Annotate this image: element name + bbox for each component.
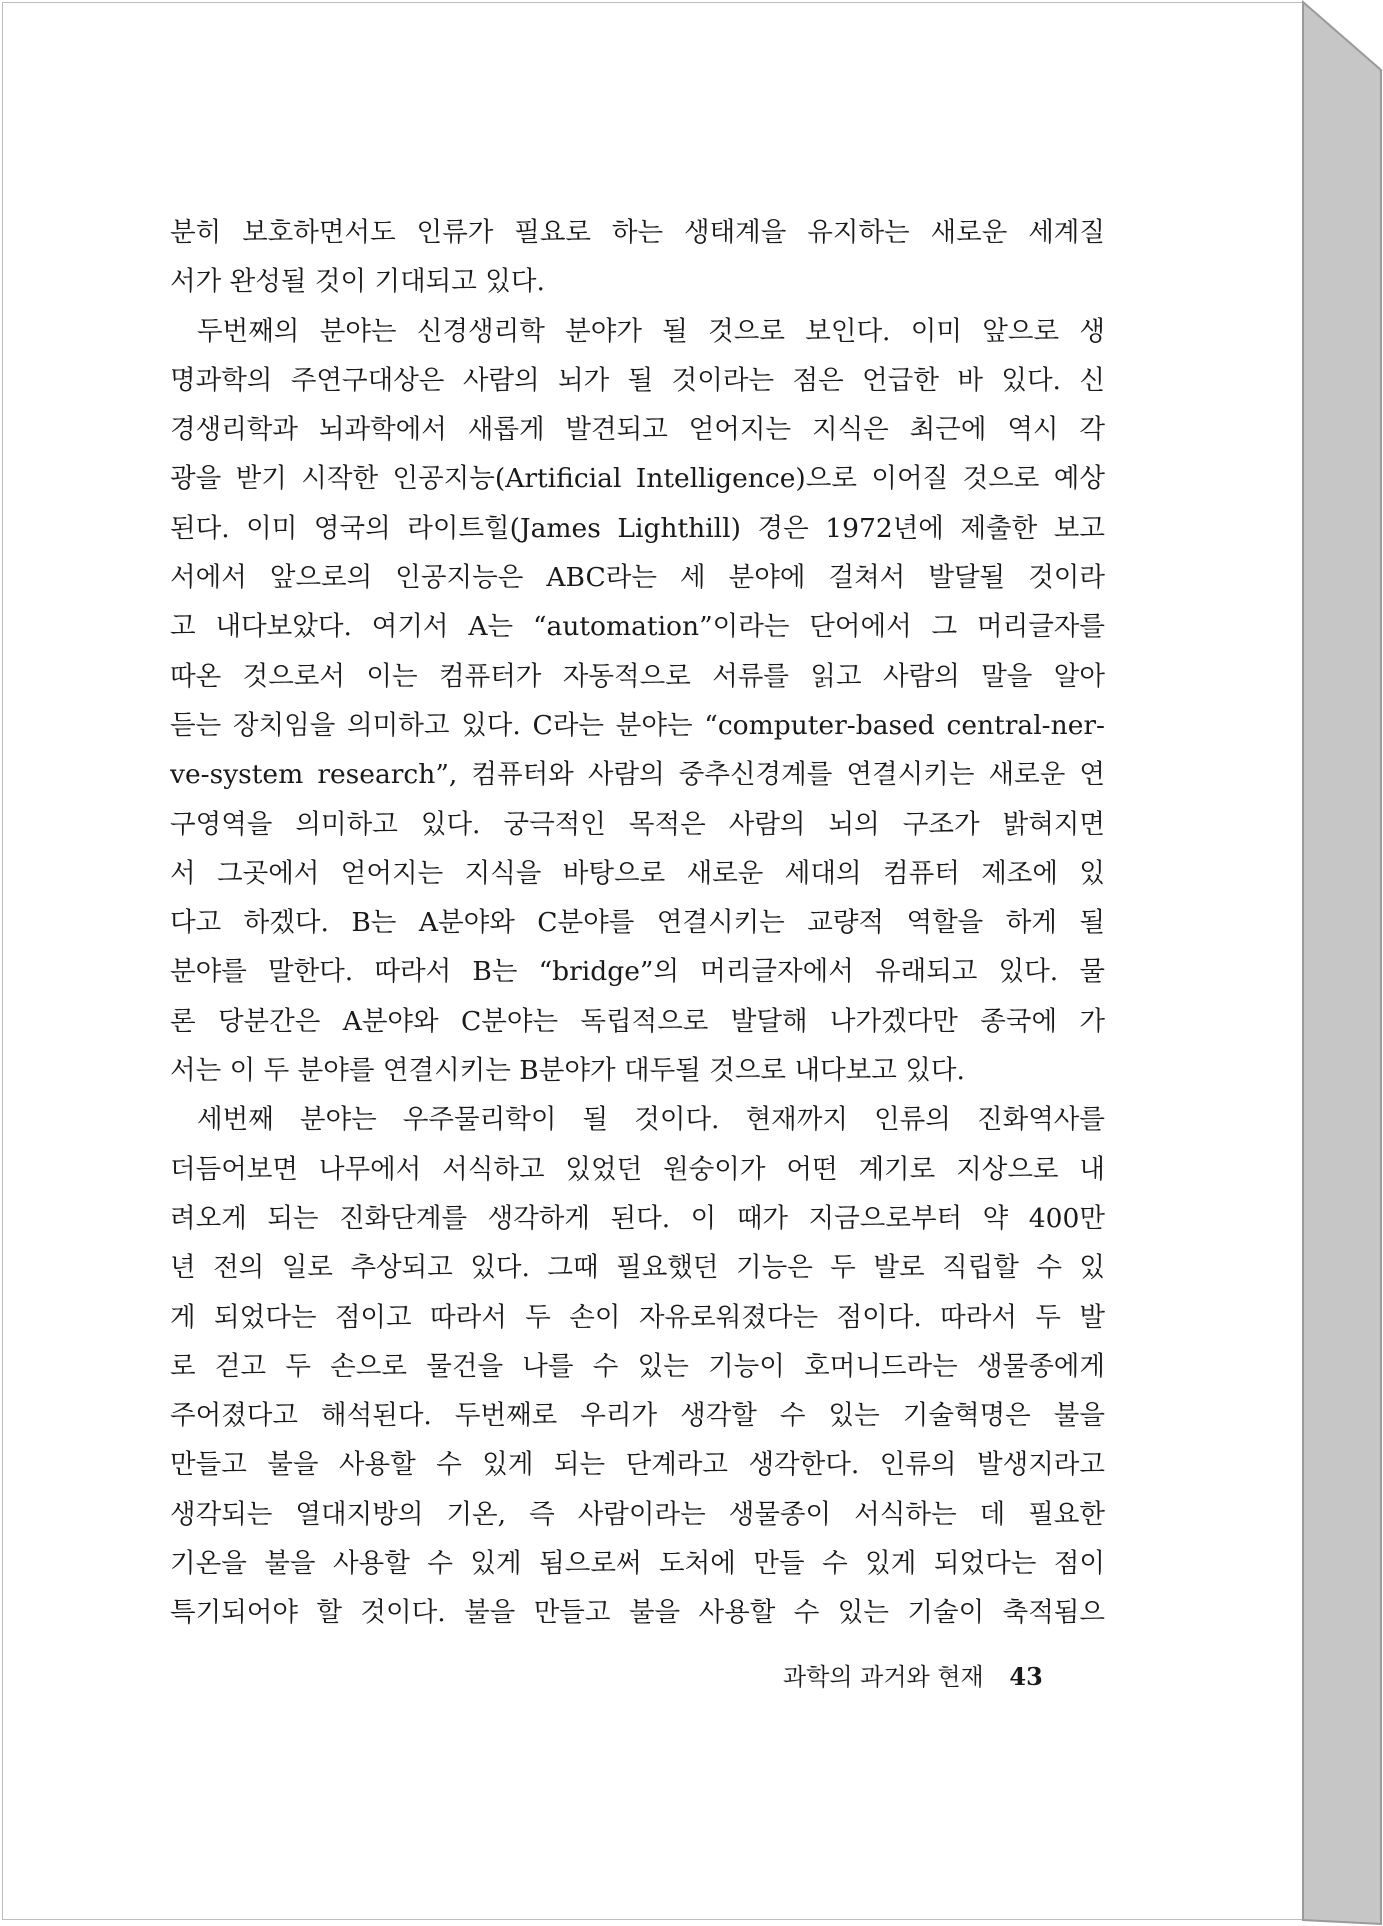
text-line: 세번째 분야는 우주물리학이 될 것이다. 현재까지 인류의 진화역사를 bbox=[197, 1104, 1105, 1136]
text-line: 론 당분간은 A분야와 C분야는 독립적으로 발달해 나가겠다만 종국에 가 bbox=[170, 1005, 1105, 1037]
text-line: 된다. 이미 영국의 라이트힐(James Lighthill) 경은 1972년에 제출한 보고 bbox=[170, 512, 1105, 544]
running-title: 과학의 과거와 현재 bbox=[783, 1663, 984, 1691]
text-line: 분히 보호하면서도 인류가 필요로 하는 생태계을 유지하는 새로운 세계질 bbox=[170, 217, 1105, 248]
book-side-face bbox=[1303, 2, 1381, 1924]
text-line: 로 걷고 두 손으로 물건을 나를 수 있는 기능이 호머니드라는 생물종에게 bbox=[170, 1350, 1105, 1382]
text-line: 게 되었다는 점이고 따라서 두 손이 자유로워졌다는 점이다. 따라서 두 발 bbox=[170, 1301, 1105, 1333]
text-line: 다고 하겠다. B는 A분야와 C분야를 연결시키는 교량적 역할을 하게 될 bbox=[170, 907, 1105, 939]
text-line: 주어졌다고 해석된다. 두번째로 우리가 생각할 수 있는 기술혁명은 불을 bbox=[170, 1400, 1105, 1432]
text-line: 광을 받기 시작한 인공지능(Artificial Intelligence)으로 이어질 것으로 예상 bbox=[170, 463, 1105, 495]
text-line: 두번째의 분야는 신경생리학 분야가 될 것으로 보인다. 이미 앞으로 생 bbox=[197, 315, 1105, 347]
text-line: 따온 것으로서 이는 컴퓨터가 자동적으로 서류를 읽고 사람의 말을 알아 bbox=[170, 660, 1105, 692]
book-page bbox=[2, 2, 1303, 1920]
text-line: 년 전의 일로 추상되고 있다. 그때 필요했던 기능은 두 발로 직립할 수 있 bbox=[170, 1252, 1105, 1284]
text-line: 만들고 불을 사용할 수 있게 되는 단계라고 생각한다. 인류의 발생지라고 bbox=[170, 1449, 1105, 1481]
page-footer bbox=[783, 1657, 1043, 1692]
text-line: 구영역을 의미하고 있다. 궁극적인 목적은 사람의 뇌의 구조가 밝혀지면 bbox=[170, 808, 1105, 840]
text-line: 서 그곳에서 얻어지는 지식을 바탕으로 새로운 세대의 컴퓨터 제조에 있 bbox=[170, 857, 1105, 889]
text-line: 특기되어야 할 것이다. 불을 만들고 불을 사용할 수 있는 기술이 축적됨으 bbox=[170, 1597, 1105, 1629]
text-line: 생각되는 열대지방의 기온, 즉 사람이라는 생물종이 서식하는 데 필요한 bbox=[170, 1498, 1105, 1530]
text-line: 고 내다보았다. 여기서 A는 “automation”이라는 단어에서 그 머리글자를 bbox=[170, 611, 1105, 643]
text-line: 서가 완성될 것이 기대되고 있다. bbox=[170, 266, 545, 298]
text-line: 명과학의 주연구대상은 사람의 뇌가 될 것이라는 점은 언급한 바 있다. 신 bbox=[170, 364, 1105, 396]
text-line: ve-system research”, 컴퓨터와 사람의 중추신경계를 연결시키는 새로운 연 bbox=[170, 759, 1105, 791]
text-line: 분야를 말한다. 따라서 B는 “bridge”의 머리글자에서 유래되고 있다. 물 bbox=[170, 956, 1105, 988]
text-line: 려오게 되는 진화단계를 생각하게 된다. 이 때가 지금으로부터 약 400만 bbox=[170, 1202, 1105, 1234]
text-line: 듣는 장치임을 의미하고 있다. C라는 분야는 “computer-based central-ner- bbox=[170, 709, 1105, 741]
body-text bbox=[170, 208, 1105, 1638]
text-line: 경생리학과 뇌과학에서 새롭게 발견되고 얻어지는 지식은 최근에 역시 각 bbox=[170, 414, 1105, 446]
text-line: 서에서 앞으로의 인공지능은 ABC라는 세 분야에 걸쳐서 발달될 것이라 bbox=[170, 562, 1105, 594]
text-line: 기온을 불을 사용할 수 있게 됨으로써 도처에 만들 수 있게 되었다는 점이 bbox=[170, 1548, 1105, 1580]
text-line: 서는 이 두 분야를 연결시키는 B분야가 대두될 것으로 내다보고 있다. bbox=[170, 1055, 965, 1087]
page-number: 43 bbox=[1009, 1662, 1043, 1691]
text-line: 더듬어보면 나무에서 서식하고 있었던 원숭이가 어떤 계기로 지상으로 내 bbox=[170, 1153, 1105, 1185]
